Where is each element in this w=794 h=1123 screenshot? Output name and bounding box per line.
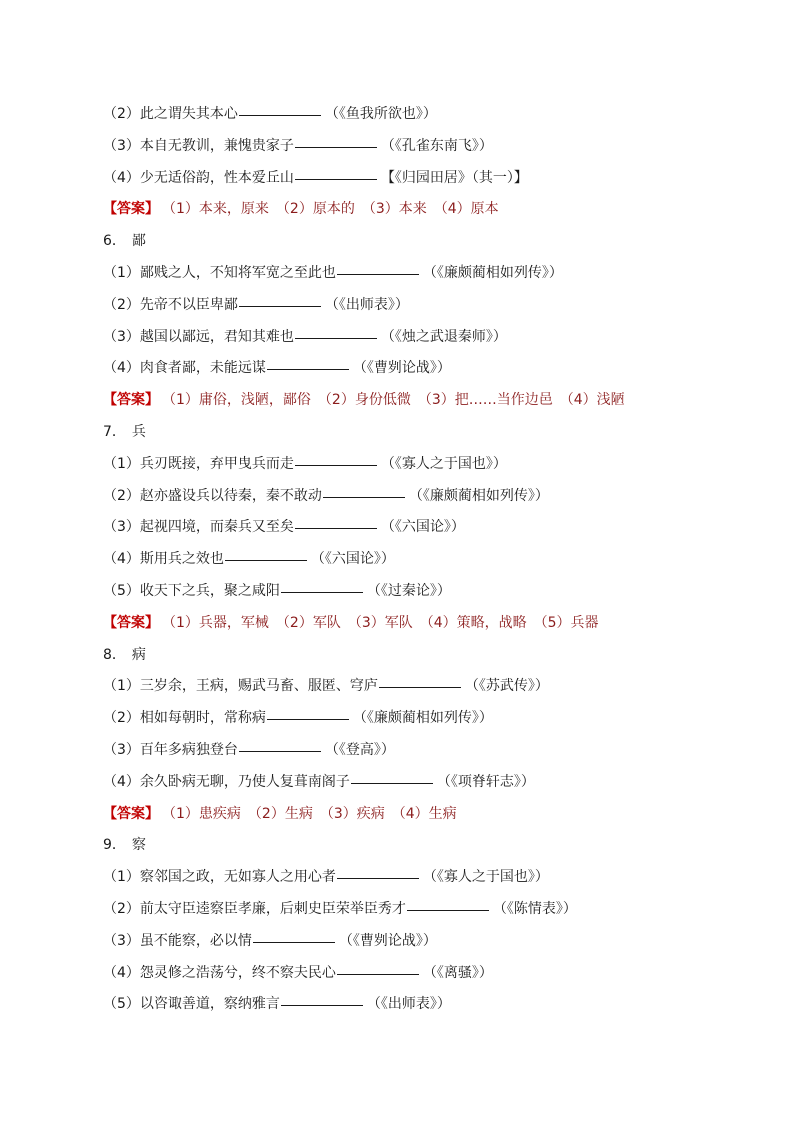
question-text: （2）相如每朝时，常称病 xyxy=(103,710,266,727)
answer-blank xyxy=(281,1004,363,1006)
answer-blank xyxy=(337,273,419,275)
question-text: （3）虽不能察，必以情 xyxy=(103,932,252,949)
question-line xyxy=(103,767,734,799)
question-line xyxy=(103,703,734,735)
answer-blank xyxy=(295,527,377,529)
section-word: 兵 xyxy=(131,423,146,440)
answer-line xyxy=(103,385,734,417)
source-title: 【《归园田居》（其一）】 xyxy=(380,169,528,186)
answer-blank xyxy=(267,368,349,370)
answer-blank xyxy=(295,178,377,180)
question-text: （5）收天下之兵，聚之咸阳 xyxy=(103,582,280,599)
answer-blank xyxy=(239,750,321,752)
answer-text: （1）本来，原来 （2）原本的 （3）本来 （4）原本 xyxy=(169,201,499,218)
source-title: （《出师表》） xyxy=(324,296,409,313)
question-line xyxy=(103,353,734,385)
question-line xyxy=(103,258,734,290)
question-text: （1）三岁余，王病，赐武马畜、服匿、穹庐 xyxy=(103,678,378,695)
question-text: （2）此之谓失其本心 xyxy=(103,106,238,122)
question-line xyxy=(103,926,734,958)
source-title: （《六国论》） xyxy=(380,519,465,536)
answer-line xyxy=(103,608,734,640)
question-line xyxy=(103,735,734,767)
answer-blank xyxy=(295,337,377,339)
question-text: （2）前太守臣逵察臣孝廉，后刺史臣荣举臣秀才 xyxy=(103,900,406,917)
question-line xyxy=(103,576,734,608)
question-line xyxy=(103,671,734,703)
answer-blank xyxy=(239,114,321,116)
question-text: （3）本自无教训，兼愧贵家子 xyxy=(103,137,294,154)
question-line xyxy=(103,163,734,195)
source-title: （《过秦论》） xyxy=(366,582,451,599)
answer-blank xyxy=(379,686,461,688)
source-title: （《烛之武退秦师》） xyxy=(380,328,507,345)
question-text: （4）肉食者鄙，未能远谋 xyxy=(103,360,266,377)
source-title: （《廉颇蔺相如列传》） xyxy=(408,487,549,504)
source-title: （《苏武传》） xyxy=(464,678,549,695)
answer-blank xyxy=(407,909,489,911)
question-text: （5）以咨诹善道，察纳雅言 xyxy=(103,996,280,1013)
section-heading xyxy=(103,226,734,258)
section-number: 6． xyxy=(103,233,126,250)
answer-tag: 【答案】 xyxy=(103,805,159,822)
answer-blank xyxy=(281,591,363,593)
question-text: （3）起视四境，而秦兵又至矣 xyxy=(103,519,294,536)
answer-line xyxy=(103,194,734,226)
source-title: （《廉颇蔺相如列传》） xyxy=(352,710,493,727)
source-title: （《曹刿论战》） xyxy=(338,932,437,949)
section-number: 7． xyxy=(103,423,126,440)
answer-text: （1）患疾病 （2）生病 （3）疾病 （4）生病 xyxy=(169,805,457,822)
question-text: （1）鄙贱之人，不知将军宽之至此也 xyxy=(103,264,336,281)
answer-blank xyxy=(225,559,307,561)
question-text: （3）越国以鄙远，君知其难也 xyxy=(103,328,294,345)
question-line xyxy=(103,512,734,544)
source-title: （《寡人之于国也》） xyxy=(380,455,507,472)
source-title: （《鱼我所欲也》） xyxy=(324,106,437,122)
question-line xyxy=(103,290,734,322)
question-text: （4）少无适俗韵，性本爱丘山 xyxy=(103,169,294,186)
question-line xyxy=(103,449,734,481)
section-number: 9． xyxy=(103,837,126,854)
answer-blank xyxy=(351,782,433,784)
answer-text: （1）庸俗，浅陋，鄙俗 （2）身份低微 （3）把……当作边邑 （4）浅陋 xyxy=(169,392,625,409)
question-line xyxy=(103,894,734,926)
source-title: （《廉颇蔺相如列传》） xyxy=(422,264,563,281)
source-title: （《曹刿论战》） xyxy=(352,360,451,377)
answer-blank xyxy=(337,877,419,879)
answer-blank xyxy=(253,941,335,943)
question-line xyxy=(103,989,734,1021)
answer-blank xyxy=(239,305,321,307)
answer-blank xyxy=(323,496,405,498)
question-line xyxy=(103,544,734,576)
section-heading xyxy=(103,640,734,672)
answer-blank xyxy=(337,973,419,975)
question-text: （4）余久卧病无聊，乃使人复葺南阁子 xyxy=(103,773,350,790)
question-line xyxy=(103,481,734,513)
question-text: （3）百年多病独登台 xyxy=(103,741,238,758)
question-text: （1）察邻国之政，无如寡人之用心者 xyxy=(103,869,336,886)
question-line xyxy=(103,322,734,354)
question-line xyxy=(103,99,734,131)
answer-text: （1）兵器，军械 （2）军队 （3）军队 （4）策略，战略 （5）兵器 xyxy=(169,614,599,631)
answer-blank xyxy=(267,718,349,720)
source-title: （《陈情表》） xyxy=(492,900,577,917)
source-title: （《孔雀东南飞》） xyxy=(380,137,493,154)
answer-blank xyxy=(295,146,377,148)
section-heading xyxy=(103,417,734,449)
section-number: 8． xyxy=(103,646,126,663)
question-line xyxy=(103,131,734,163)
answer-tag: 【答案】 xyxy=(103,614,159,631)
question-text: （4）怨灵修之浩荡兮，终不察夫民心 xyxy=(103,964,336,981)
source-title: （《项脊轩志》） xyxy=(436,773,535,790)
question-text: （4）斯用兵之效也 xyxy=(103,551,224,568)
source-title: （《离骚》） xyxy=(422,964,493,981)
section-heading xyxy=(103,830,734,862)
answer-line xyxy=(103,799,734,831)
question-line xyxy=(103,958,734,990)
source-title: （《出师表》） xyxy=(366,996,451,1013)
source-title: （《登高》） xyxy=(324,741,395,758)
source-title: （《六国论》） xyxy=(310,551,395,568)
section-word: 鄙 xyxy=(131,233,146,250)
answer-tag: 【答案】 xyxy=(103,392,159,409)
section-word: 病 xyxy=(131,646,146,663)
question-text: （2）赵亦盛设兵以待秦，秦不敢动 xyxy=(103,487,322,504)
question-line xyxy=(103,862,734,894)
answer-blank xyxy=(295,464,377,466)
question-text: （1）兵刃既接，弃甲曳兵而走 xyxy=(103,455,294,472)
section-word: 察 xyxy=(131,837,146,854)
source-title: （《寡人之于国也》） xyxy=(422,869,549,886)
question-text: （2）先帝不以臣卑鄙 xyxy=(103,296,238,313)
answer-tag: 【答案】 xyxy=(103,201,159,218)
